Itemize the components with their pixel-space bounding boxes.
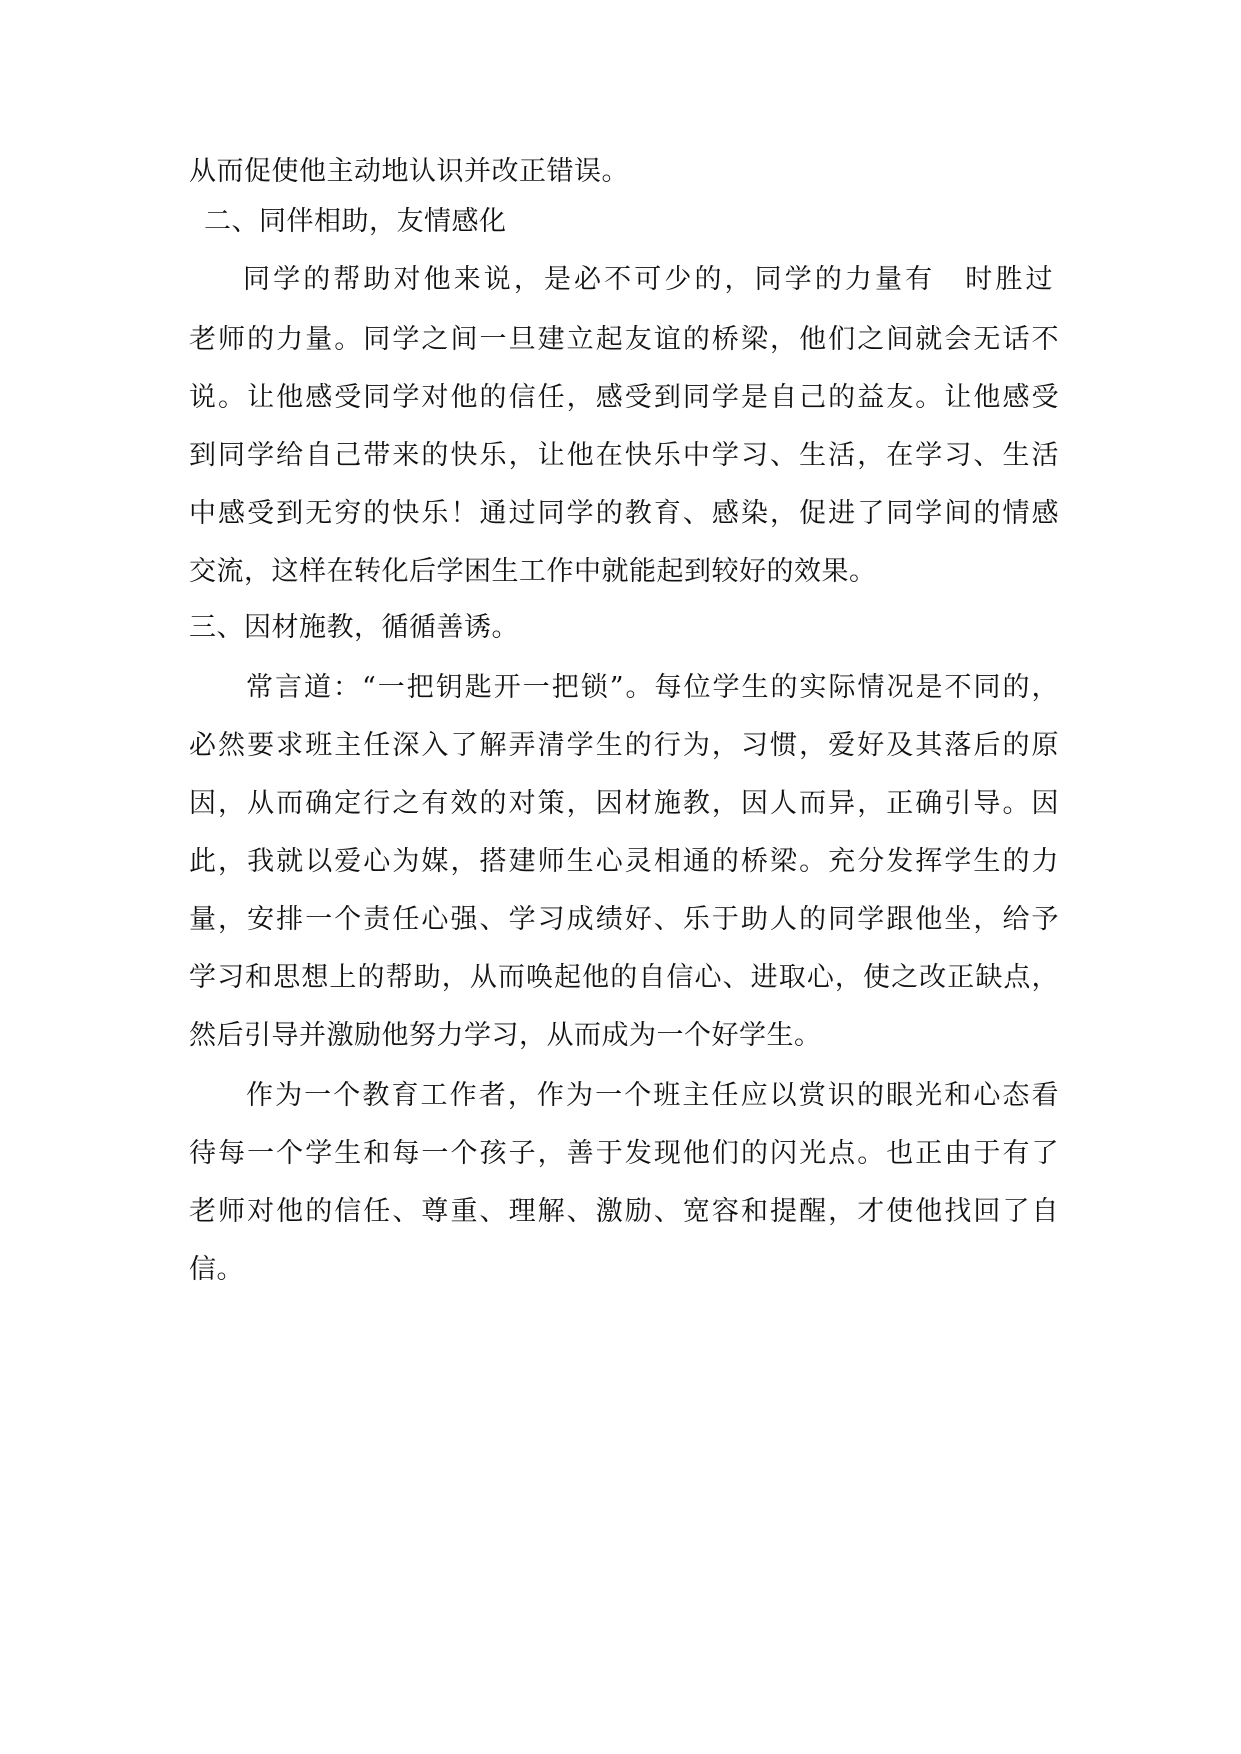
text-line: 学习和思想上的帮助，从而唤起他的自信心、进取心，使之改正缺点， xyxy=(189,962,1059,993)
text-line: 交流，这样在转化后学困生工作中就能起到较好的效果。 xyxy=(189,556,877,587)
text-line: 量，安排一个责任心强、学习成绩好、乐于助人的同学跟他坐，给予 xyxy=(189,904,1059,935)
section-heading: 三、因材施教，循循善诱。 xyxy=(189,612,519,643)
text-line: 信。 xyxy=(189,1254,244,1285)
text-line: 必然要求班主任深入了解弄清学生的行为，习惯，爱好及其落后的原 xyxy=(189,730,1059,761)
text-line: 老师的力量。同学之间一旦建立起友谊的桥梁，他们之间就会无话不 xyxy=(189,324,1059,355)
text-line: 老师对他的信任、尊重、理解、激励、宽容和提醒，才使他找回了自 xyxy=(189,1196,1059,1227)
text-line: 然后引导并激励他努力学习，从而成为一个好学生。 xyxy=(189,1020,822,1051)
text-line: 同学的帮助对他来说，是必不可少的，同学的力量有 时胜过 xyxy=(243,264,1053,295)
text-line: 到同学给自己带来的快乐，让他在快乐中学习、生活，在学习、生活 xyxy=(189,440,1059,471)
text-line: 待每一个学生和每一个孩子，善于发现他们的闪光点。也正由于有了 xyxy=(189,1138,1059,1169)
text-line: 从而促使他主动地认识并改正错误。 xyxy=(189,156,629,187)
text-line: 中感受到无穷的快乐！通过同学的教育、感染，促进了同学间的情感 xyxy=(189,498,1059,529)
text-line: 作为一个教育工作者，作为一个班主任应以赏识的眼光和心态看 xyxy=(246,1080,1059,1111)
section-heading: 二、同伴相助，友情感化 xyxy=(204,206,507,237)
text-line: 常言道：“一把钥匙开一把锁”。每位学生的实际情况是不同的， xyxy=(246,672,1059,703)
text-line: 因，从而确定行之有效的对策，因材施教，因人而异，正确引导。因 xyxy=(189,788,1059,819)
text-line: 说。让他感受同学对他的信任，感受到同学是自己的益友。让他感受 xyxy=(189,382,1059,413)
text-line: 此，我就以爱心为媒，搭建师生心灵相通的桥梁。充分发挥学生的力 xyxy=(189,846,1059,877)
